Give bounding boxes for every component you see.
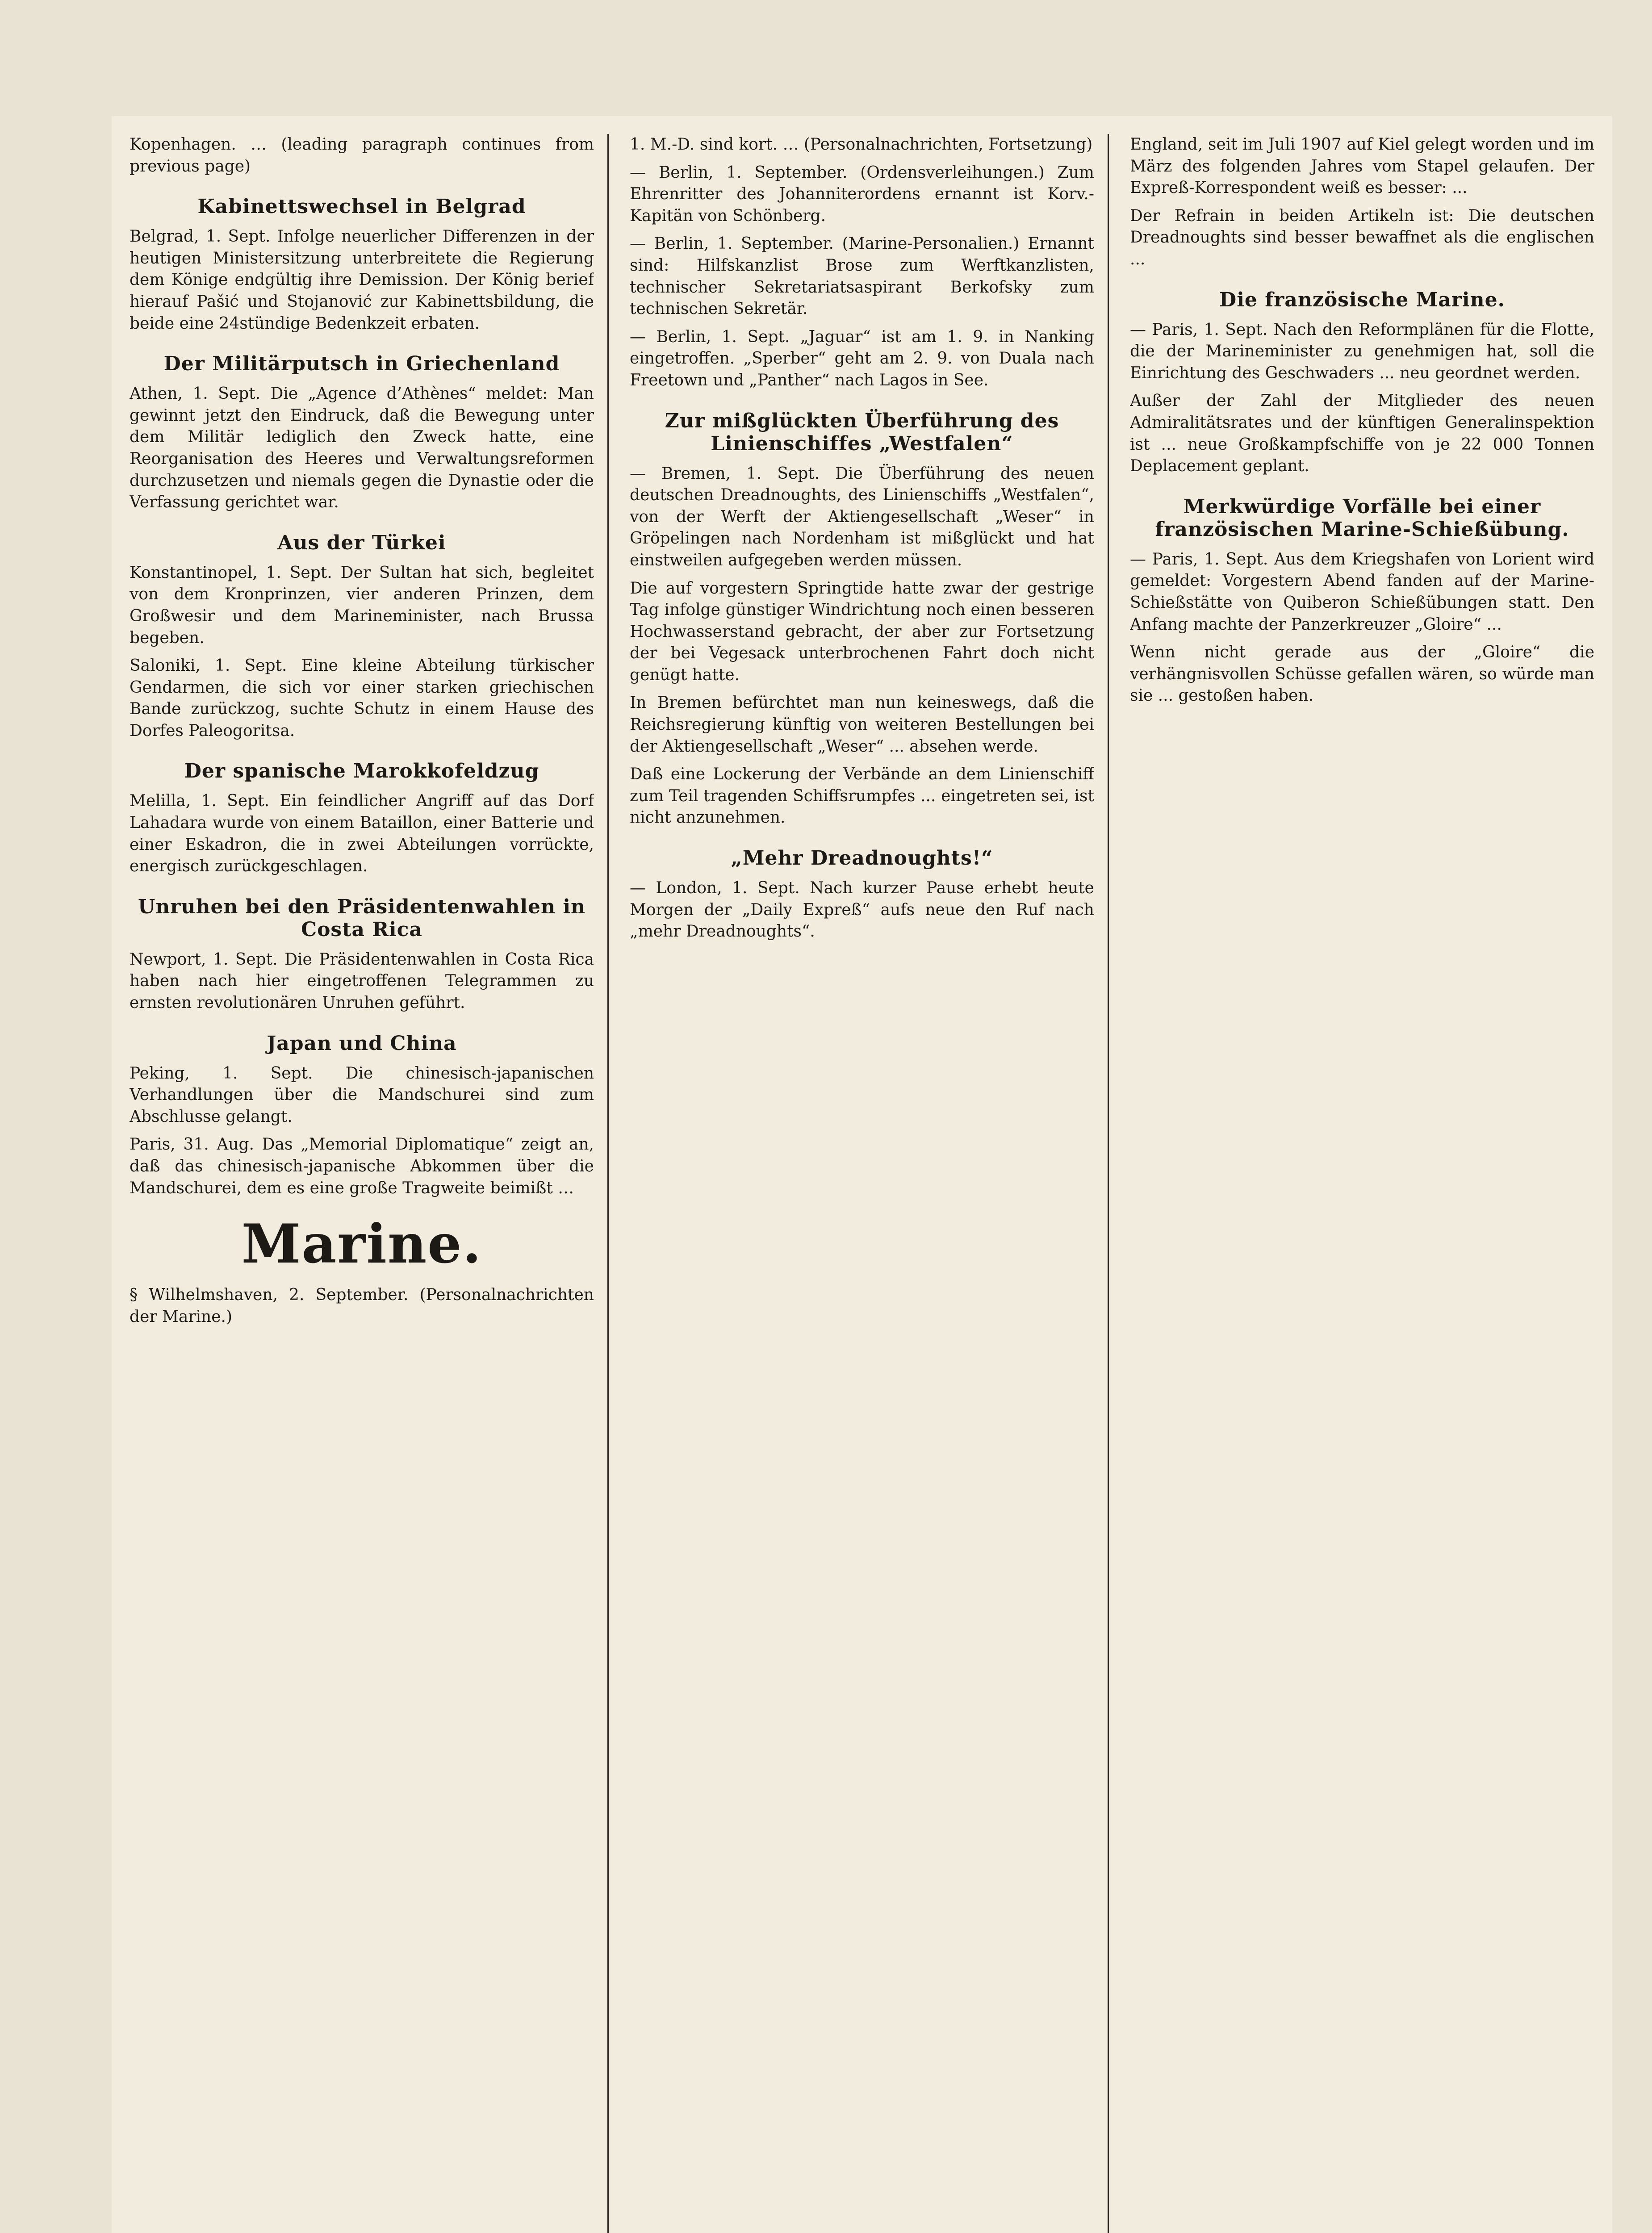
article-paragraph: Der Refrain in beiden Artikeln ist: Die deutschen Dreadnoughts sind besser bewaffnet als die englischen ... xyxy=(1130,206,1594,268)
section-title: Der Militärputsch in Griechenland xyxy=(163,352,560,376)
article-paragraph: — Paris, 1. Sept. Nach den Reformplänen für die Flotte, die der Marineminister zu genehmigen hat, soll die Einrichtung des Geschwaders ... neu geordnet werden. xyxy=(1130,320,1594,382)
column-2 xyxy=(630,134,1094,2233)
article-paragraph: Wenn nicht gerade aus der „Gloire“ die verhängnisvollen Schüsse gefallen wären, so würde man sie ... gestoßen haben. xyxy=(1130,643,1594,705)
article-paragraph: — London, 1. Sept. Nach kurzer Pause erhebt heute Morgen der „Daily Expreß“ aufs neue den Ruf nach „mehr Dreadnoughts“. xyxy=(630,879,1094,941)
article-paragraph: Die auf vorgestern Springtide hatte zwar der gestrige Tag infolge günstiger Windrichtung noch einen besseren Hochwasserstand gebracht, der aber zur Fortsetzung der bei Vegesack unterbrochenen Fahrt doch nicht genügt hatte. xyxy=(630,579,1094,684)
article-paragraph: Athen, 1. Sept. Die „Agence d’Athènes“ meldet: Man gewinnt jetzt den Eindruck, daß die Bewegung unter dem Militär lediglich den Zweck hatte, eine Reorganisation des Heeres und Verwaltungsreformen durchzusetzen und niemals gegen die Dynastie oder die Verfassung gerichtet war. xyxy=(130,385,594,512)
article-paragraph: Konstantinopel, 1. Sept. Der Sultan hat sich, begleitet von dem Kronprinzen, vier anderen Prinzen, dem Großwesir und dem Marineminister, nach Brussa begeben. xyxy=(130,563,594,647)
newspaper-page xyxy=(112,116,1612,2233)
section-title: „Mehr Dreadnoughts!“ xyxy=(731,847,993,870)
article-paragraph: — Bremen, 1. Sept. Die Überführung des neuen deutschen Dreadnoughts, des Linienschiffs „Westfalen“, von der Werft der Aktiengesellschaft „Weser“ in Gröpelingen nach Nordenham ist mißglückt und hat einstweilen aufgegeben werden müssen. xyxy=(630,464,1094,569)
section-masthead: Marine. xyxy=(241,1213,482,1276)
section-title: Der spanische Marokkofeldzug xyxy=(184,760,540,783)
article-paragraph: Außer der Zahl der Mitglieder des neuen Admiralitätsrates und der künftigen Generalinspektion ist ... neue Großkampfschiffe von je 22 000 Tonnen Deplacement geplant. xyxy=(1130,392,1594,476)
section-title: Merkwürdige Vorfälle bei einer französischen Marine-Schießübung. xyxy=(1155,495,1569,541)
section-title: Unruhen bei den Präsidentenwahlen in Costa Rica xyxy=(138,895,586,941)
article-paragraph: Saloniki, 1. Sept. Eine kleine Abteilung türkischer Gendarmen, die sich vor einer starken griechischen Bande zurückzog, suchte Schutz in einem Hause des Dorfes Paleogoritsa. xyxy=(130,657,594,740)
article-paragraph: — Paris, 1. Sept. Aus dem Kriegshafen von Lorient wird gemeldet: Vorgestern Abend fanden auf der Marine-Schießstätte von Quiberon Schießübungen statt. Den Anfang machte der Panzerkreuzer „Gloire“ ... xyxy=(1130,550,1594,634)
article-paragraph: Paris, 31. Aug. Das „Memorial Diplomatique“ zeigt an, daß das chinesisch-japanische Abkommen über die Mandschurei, dem es eine große Tragweite beimißt … xyxy=(130,1135,594,1197)
article-paragraph: — Berlin, 1. Sept. „Jaguar“ ist am 1. 9. in Nanking eingetroffen. „Sperber“ geht am 2. 9. von Duala nach Freetown und „Panther“ nach Lagos in See. xyxy=(630,327,1094,389)
column-1 xyxy=(130,134,594,2233)
section-title: Kabinettswechsel in Belgrad xyxy=(197,195,526,218)
article-paragraph: Belgrad, 1. Sept. Infolge neuerlicher Differenzen in der heutigen Ministersitzung unterbreitete die Regierung dem Könige endgültig ihre Demission. Der König berief hierauf Pašić und Stojanović zur Kabinettsbildung, die beide eine 24stündige Bedenkzeit erbaten. xyxy=(130,227,594,333)
article-paragraph: Kopenhagen. … (leading paragraph continues from previous page) xyxy=(130,135,594,176)
article-paragraph: In Bremen befürchtet man nun keineswegs, daß die Reichsregierung künftig von weiteren Bestellungen bei der Aktiengesellschaft „Weser“ ... absehen werde. xyxy=(630,694,1094,756)
article-paragraph: — Berlin, 1. September. (Ordensverleihungen.) Zum Ehrenritter des Johanniterordens ernannt ist Korv.-Kapitän von Schönberg. xyxy=(630,163,1094,225)
section-title: Zur mißglückten Überführung des Linienschiffes „Westfalen“ xyxy=(665,409,1059,455)
article-paragraph: England, seit im Juli 1907 auf Kiel gelegt worden und im März des folgenden Jahres vom Stapel gelaufen. Der Expreß-Korrespondent weiß es besser: ... xyxy=(1130,135,1594,197)
section-title: Aus der Türkei xyxy=(277,531,446,554)
article-paragraph: Melilla, 1. Sept. Ein feindlicher Angriff auf das Dorf Lahadara wurde von einem Bataillon, einer Batterie und einer Eskadron, die in zwei Abteilungen vorrückte, energisch zurückgeschlagen. xyxy=(130,792,594,876)
article-paragraph: Peking, 1. Sept. Die chinesisch-japanischen Verhandlungen über die Mandschurei sind zum Abschlusse gelangt. xyxy=(130,1064,594,1126)
article-paragraph: — Berlin, 1. September. (Marine-Personalien.) Ernannt sind: Hilfskanzlist Brose zum Werftkanzlisten, technischer Sekretariatsaspirant Berkofsky zum technischen Sekretär. xyxy=(630,234,1094,318)
column-rule-1 xyxy=(607,134,609,2233)
section-title: Die französische Marine. xyxy=(1219,288,1505,311)
article-paragraph: § Wilhelmshaven, 2. September. (Personalnachrichten der Marine.) xyxy=(130,1286,594,1326)
article-paragraph: 1. M.-D. sind kort. … (Personalnachrichten, Fortsetzung) xyxy=(630,135,1093,154)
article-paragraph: Daß eine Lockerung der Verbände an dem Linienschiff zum Teil tragenden Schiffsrumpfes ... eingetreten sei, ist nicht anzunehmen. xyxy=(630,765,1094,827)
column-3 xyxy=(1130,134,1594,2233)
column-rule-2 xyxy=(1108,134,1109,2233)
section-title: Japan und China xyxy=(267,1032,457,1055)
article-paragraph: Newport, 1. Sept. Die Präsidentenwahlen in Costa Rica haben nach hier eingetroffenen Telegrammen zu ernsten revolutionären Unruhen geführt. xyxy=(130,950,594,1012)
